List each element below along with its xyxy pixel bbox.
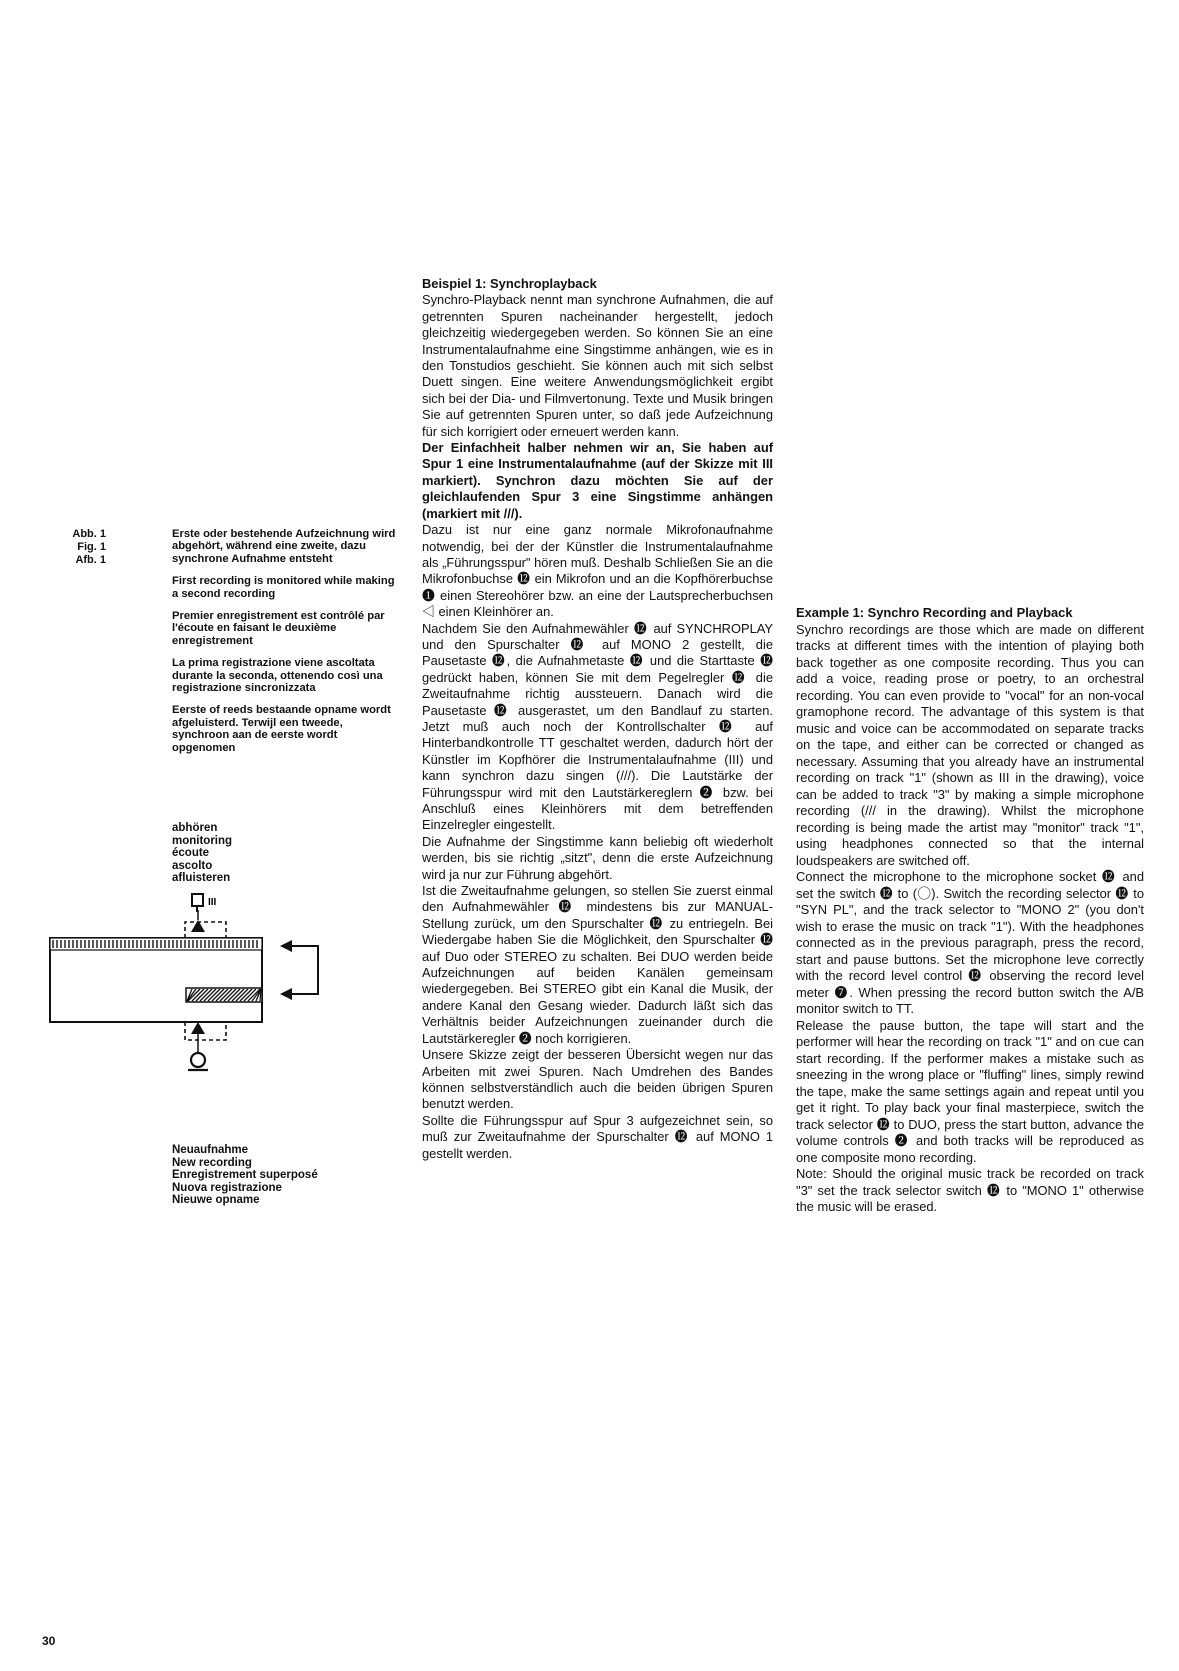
german-paragraph: Dazu ist nur eine ganz normale Mikrofonaufnahme notwendig, bei der der Künstler die Instrumentalaufnahme als „Führungsspur" hören muß. Deshalb Schließen Sie an die Mikrofonbuchse ⓬ ein Mikrofon und an die Kopfhörerbuchse ❶ einen Stereohörer bzw. an eine der Lautsprecherbuchsen ◁ einen Kleinhörer an. xyxy=(422,522,773,620)
monitoring-label-nl: afluisteren xyxy=(172,872,231,885)
german-paragraph: Synchro-Playback nennt man synchrone Aufnahmen, die auf getrennten Spuren nacheinander hergestellt, jedoch gleichzeitig wiedergegeben werden. So können Sie an eine Instrumentalaufnahme eine Singstimme anhängen, wie es in den Tonstudios geschieht. Sie können auch mit sich selbst Duett singen. Eine weitere Anwendungsmöglichkeit ergibt sich bei der Dia- und Filmvertonung. Texte und Musik bringen Sie auf getrennten Spuren unter, so daß jede Aufzeichnung für sich korrigiert oder erneuert werden kann. xyxy=(422,292,773,439)
english-paragraph: Connect the microphone to the microphone socket ⓬ and set the switch ⓬ to (◯). Switch the recording selector ⓬ to "SYN PL", and the track selector to "MONO 2" (you don't wish to erase the music on track "1"). With the headphones connected as in the previous paragraph, press the record, start and pause buttons. Set the microphone leve correctly with the record level control ⓬ observing the record level meter ❼. When pressing the record button switch the A/B monitor switch to TT. xyxy=(796,869,1144,1016)
figure-id-de: Abb. 1 xyxy=(72,528,106,540)
figure-id-en: Fig. 1 xyxy=(77,541,106,553)
caption-dutch: Eerste of reeds bestaande opname wordt afgeluisterd. Terwijl een tweede, synchroon aan de eerste wordt opgenomen xyxy=(172,704,391,754)
german-paragraph: Nachdem Sie den Aufnahmewähler ⓬ auf SYNCHROPLAY und den Spurschalter ⓬ auf MONO 2 gestellt, die Pausetaste ⓬, die Aufnahmetaste ⓬ und die Starttaste ⓬ gedrückt haben, können Sie mit dem Pegelregler ⓬ die Zweitaufnahme richtig aussteuern. Danach wird die Pausetaste ⓬ ausgerastet, um den Bandlauf zu starten. Jetzt muß auch noch der Kontrollschalter ⓬ auf Hinterbandkontrolle TT geschaltet werden, dadurch hört der Künstler im Kopfhörer die Instrumentalaufnahme (III) und kann synchron dazu singen (///). Die Lautstärke der Führungsspur wird mit den Lautstärkereglern ❷ bzw. bei Anschluß eines Kleinhörers mit dem betreffenden Einzelregler eingestellt. xyxy=(422,620,773,833)
headphone-track-label: III xyxy=(208,897,217,908)
page-number: 30 xyxy=(42,1634,56,1648)
recording-label-de: Neuaufnahme xyxy=(172,1144,249,1156)
german-column xyxy=(422,276,773,1162)
recording-label-it: Nuova registrazione xyxy=(172,1181,282,1194)
german-heading: Beispiel 1: Synchroplayback xyxy=(422,276,597,291)
recording-label-fr: Enregistrement superposé xyxy=(172,1169,318,1182)
german-paragraph: Die Aufnahme der Singstimme kann beliebig oft wiederholt werden, bis sie richtig „sitzt", denn die erste Aufzeichnung wird ja nur zur Führung abgehört. xyxy=(422,833,773,882)
monitoring-label-fr: écoute xyxy=(172,847,210,860)
english-paragraph: Synchro recordings are those which are made on different tracks at different times with the intention of playing both back together as one composite recording. Thus you can add a voice, reading prose or poetry, to an orchestral recording. You can even provide to "vocal" for an non-vocal gramophone record. The advantage of this system is that music and voice can be accommodated on separate tracks on the tape, and either can be corrected or changed as necessary. Assuming that you already have an instrumental recording on track "1" (shown as III in the drawing), voice can be added to track "3" by making a simple microphone recording (/// in the drawing). Whilst the microphone recording is being made the artist may "monitor" track "1", using headphones connected so that the internal loudspeakers are switched off. xyxy=(796,621,1144,868)
new-recording-labels xyxy=(172,1144,318,1207)
monitoring-label-de: abhören xyxy=(172,822,218,834)
english-column xyxy=(796,605,1144,1216)
english-heading: Example 1: Synchro Recording and Playback xyxy=(796,605,1073,620)
german-paragraph: Ist die Zweitaufnahme gelungen, so stellen Sie zuerst einmal den Aufnahmewähler ⓬ mindestens bis zur MANUAL-Stellung zurück, um den Spurschalter ⓬ zu entriegeln. Bei Wiedergabe haben Sie die Möglichkeit, den Spurschalter ⓬ auf Duo oder STEREO zu schalten. Bei DUO werden beide Aufzeichnungen auf beiden Kanälen gemeinsam wiedergegeben. Bei STEREO gibt ein Kanal die Musik, der andere Kanal den Gesang wieder. Dadurch läßt sich das Verhältnis beider Aufzeichnungen zueinander durch die Lautstärkeregler ❷ noch korrigieren. xyxy=(422,883,773,1046)
headphone-icon xyxy=(192,894,203,912)
monitoring-labels xyxy=(172,822,232,885)
figure-captions xyxy=(172,528,397,764)
microphone-icon xyxy=(188,1053,208,1070)
track-1-recording xyxy=(50,938,262,950)
figure-id-nl: Afb. 1 xyxy=(75,554,106,566)
caption-french: Premier enregistrement est contrôlé par l'écoute en faisant le deuxième enregistrement xyxy=(172,610,385,647)
english-paragraph: Release the pause button, the tape will start and the performer will hear the recording on track "1" and on cue can start recording. If the performer makes a mistake such as sneezing in the wrong place or "fluffing" lines, simply rewind the tape, make the same settings again and repeat until you get it right. To play back your final masterpiece, switch the track selector ⓬ to DUO, press the start button, advance the volume controls ❷ and both tracks will be reproduced as one composite mono recording. xyxy=(796,1017,1144,1165)
figure-ids xyxy=(46,528,106,567)
track-3-new-recording xyxy=(186,988,262,1002)
monitoring-label-it: ascolto xyxy=(172,859,213,872)
german-paragraph: Der Einfachheit halber nehmen wir an, Sie haben auf Spur 1 eine Instrumentalaufnahme (auf der Skizze mit III markiert). Synchron dazu möchten Sie auf der gleichlaufenden Spur 3 eine Singstimme anhängen (markiert mit ///). xyxy=(422,440,773,521)
caption-italian: La prima registrazione viene ascoltata durante la seconda, ottenendo così una registrazione sincronizzata xyxy=(172,657,383,695)
recording-label-nl: Nieuwe opname xyxy=(172,1194,260,1207)
english-paragraph: Note: Should the original music track be recorded on track "3" set the track selector switch ⓬ to "MONO 1" otherwise the music will be erased. xyxy=(796,1166,1144,1214)
german-paragraph: Sollte die Führungsspur auf Spur 3 aufgezeichnet sein, so muß zur Zweitaufnahme der Spurschalter ⓬ auf MONO 1 gestellt werden. xyxy=(422,1112,773,1161)
german-paragraph: Unsere Skizze zeigt der besseren Übersicht wegen nur das Arbeiten mit zwei Spuren. Nach Umdrehen des Bandes können selbstverständlich auch die beiden übrigen Spuren benutzt werden. xyxy=(422,1047,773,1112)
caption-german: Erste oder bestehende Aufzeichnung wird abgehört, während eine zweite, dazu synchrone Aufnahme entsteht xyxy=(172,528,396,565)
monitoring-label-en: monitoring xyxy=(172,834,233,847)
recording-label-en: New recording xyxy=(172,1156,252,1169)
caption-english: First recording is monitored while making a second recording xyxy=(172,575,395,600)
tape-track-diagram xyxy=(40,890,400,1075)
